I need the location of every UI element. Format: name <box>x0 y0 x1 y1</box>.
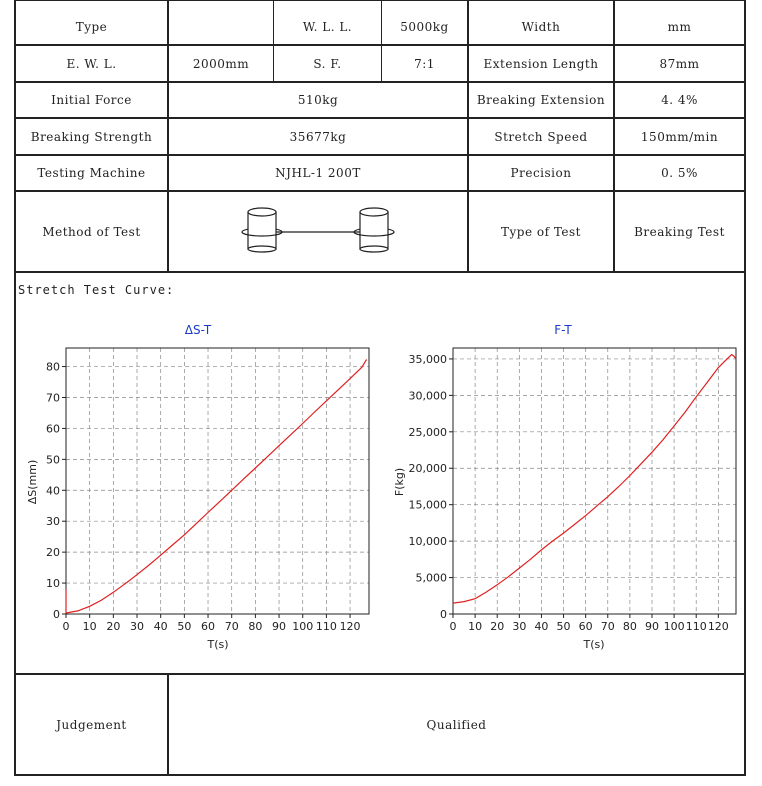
sf-value: 7:1 <box>414 56 435 71</box>
x-tick-label: 110 <box>685 620 707 633</box>
chart-ds-t <box>20 316 380 656</box>
chart-title: F-T <box>554 323 572 337</box>
x-tick-label: 70 <box>600 620 615 633</box>
extension-length-value: 87mm <box>659 56 700 71</box>
testing-machine-value: NJHL-1 200T <box>275 166 361 180</box>
x-tick-label: 40 <box>153 620 168 633</box>
extension-length-label: Extension Length <box>483 56 599 71</box>
judgement-value: Qualified <box>426 718 487 732</box>
x-tick-label: 60 <box>201 620 216 633</box>
y-tick-label: 10 <box>46 577 60 591</box>
y-tick-label: 0 <box>53 608 60 621</box>
y-axis-label: F(kg) <box>393 467 406 497</box>
x-tick-label: 120 <box>339 620 361 633</box>
x-tick-label: 80 <box>248 620 263 633</box>
y-tick-label: 10,000 <box>408 535 447 549</box>
ewl-value: 2000mm <box>192 56 250 71</box>
x-tick-label: 120 <box>707 620 729 633</box>
y-tick-label: 0 <box>440 608 447 621</box>
y-axis-label: ΔS(mm) <box>26 459 39 505</box>
stretch-test-curve-label: Stretch Test Curve: <box>18 283 175 297</box>
two-drum-test-icon <box>228 202 408 262</box>
breaking-strength-label: Breaking Strength <box>30 129 153 144</box>
chart-title: ΔS-T <box>184 323 212 337</box>
x-tick-label: 90 <box>272 620 287 633</box>
width-value: mm <box>667 19 692 34</box>
x-tick-label: 30 <box>130 620 145 633</box>
x-tick-label: 100 <box>663 620 685 633</box>
x-tick-label: 0 <box>62 620 70 633</box>
x-tick-label: 10 <box>468 620 483 633</box>
x-tick-label: 20 <box>490 620 505 633</box>
x-tick-label: 110 <box>315 620 337 633</box>
breaking-extension-value: 4. 4% <box>661 93 698 107</box>
sf-label: S. F. <box>313 56 342 71</box>
y-tick-label: 70 <box>46 391 60 405</box>
y-tick-label: 20 <box>46 546 60 560</box>
x-tick-label: 70 <box>224 620 239 633</box>
precision-label: Precision <box>510 166 572 180</box>
series-line <box>453 355 736 603</box>
x-tick-label: 10 <box>82 620 97 633</box>
method-of-test-diagram <box>169 192 467 271</box>
stretch-speed-label: Stretch Speed <box>494 129 588 144</box>
type-of-test-label: Type of Test <box>500 224 581 239</box>
method-of-test-label: Method of Test <box>42 224 141 239</box>
plot-frame <box>453 348 736 614</box>
x-tick-label: 80 <box>622 620 637 633</box>
x-tick-label: 50 <box>556 620 571 633</box>
type-of-test-value: Breaking Test <box>634 224 725 239</box>
chart-grid <box>62 348 369 618</box>
type-label: Type <box>75 19 108 34</box>
x-axis-label: T(s) <box>583 638 605 651</box>
plot-frame <box>66 348 369 614</box>
x-tick-label: 0 <box>449 620 457 633</box>
breaking-extension-label: Breaking Extension <box>476 93 606 107</box>
judgement-label: Judgement <box>56 718 127 732</box>
y-tick-label: 20,000 <box>408 462 447 476</box>
ewl-label: E. W. L. <box>66 56 117 71</box>
y-tick-label: 80 <box>46 360 60 374</box>
y-tick-label: 50 <box>46 453 60 467</box>
y-tick-label: 15,000 <box>408 498 447 512</box>
x-axis-label: T(s) <box>207 638 229 651</box>
initial-force-value: 510kg <box>297 93 339 107</box>
x-tick-label: 20 <box>106 620 121 633</box>
y-tick-label: 35,000 <box>408 352 447 366</box>
type-value <box>169 9 273 44</box>
y-tick-label: 25,000 <box>408 425 447 439</box>
x-tick-label: 50 <box>177 620 192 633</box>
wll-value: 5000kg <box>400 19 449 34</box>
breaking-strength-value: 35677kg <box>289 129 347 144</box>
stretch-speed-value: 150mm/min <box>640 129 719 144</box>
y-tick-label: 30 <box>46 515 60 529</box>
x-tick-label: 60 <box>578 620 593 633</box>
y-tick-label: 30,000 <box>408 389 447 403</box>
width-label: Width <box>521 19 561 34</box>
precision-value: 0. 5% <box>661 166 698 180</box>
y-tick-label: 5,000 <box>415 571 447 585</box>
y-tick-label: 60 <box>46 422 60 436</box>
wll-label: W. L. L. <box>302 19 353 34</box>
x-tick-label: 100 <box>292 620 314 633</box>
y-tick-label: 40 <box>46 484 60 498</box>
x-tick-label: 90 <box>644 620 659 633</box>
x-tick-label: 30 <box>512 620 527 633</box>
testing-machine-label: Testing Machine <box>37 166 146 180</box>
initial-force-label: Initial Force <box>51 93 132 107</box>
chart-grid <box>449 348 736 618</box>
x-tick-label: 40 <box>534 620 549 633</box>
chart-f-t <box>390 316 744 656</box>
